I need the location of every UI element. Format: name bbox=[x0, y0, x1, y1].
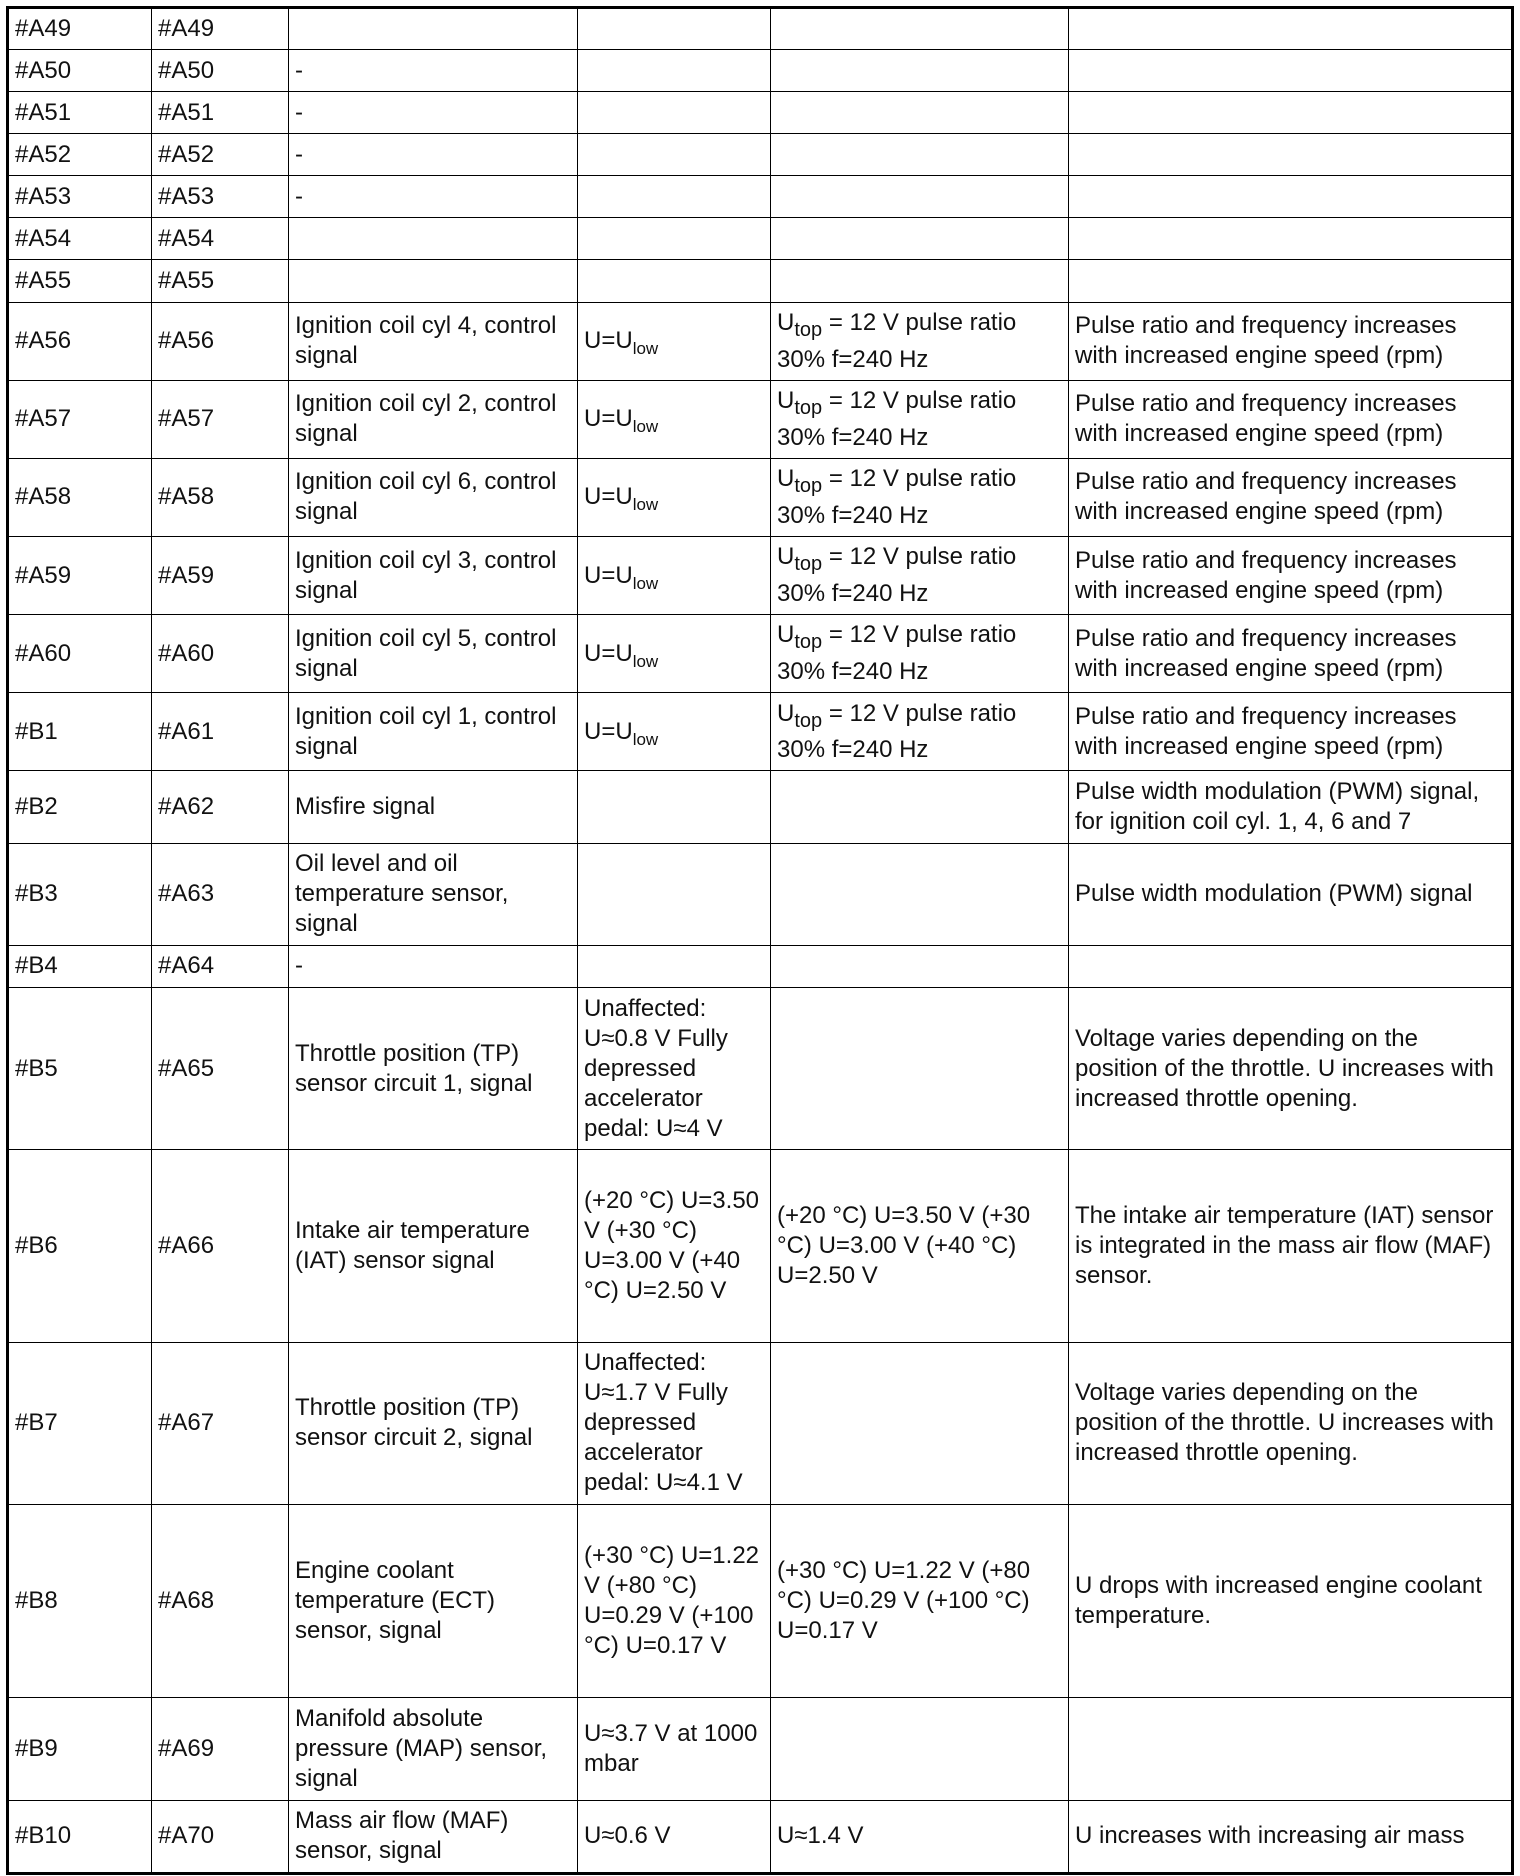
notes-cell bbox=[1069, 1698, 1513, 1800]
description-cell: - bbox=[289, 134, 578, 176]
pin-cell: #B1 bbox=[8, 693, 152, 771]
notes-cell: Pulse ratio and frequency increases with increased engine speed (rpm) bbox=[1069, 458, 1513, 536]
notes-cell: Pulse ratio and frequency increases with increased engine speed (rpm) bbox=[1069, 302, 1513, 380]
table-row bbox=[8, 1800, 1513, 1873]
description-cell: Misfire signal bbox=[289, 771, 578, 843]
pin-cell: #A53 bbox=[8, 176, 152, 218]
value-b-cell: (+20 °C) U=3.50 V (+30 °C) U=3.00 V (+40 °C) U=2.50 V bbox=[771, 1150, 1069, 1342]
table-row bbox=[8, 1342, 1513, 1504]
table-row bbox=[8, 1150, 1513, 1342]
pin-cell: #A60 bbox=[8, 615, 152, 693]
pin-cell: #B2 bbox=[8, 771, 152, 843]
value-b-cell bbox=[771, 50, 1069, 92]
table-row bbox=[8, 8, 1513, 50]
value-a-cell bbox=[578, 134, 771, 176]
pin-cell: #B7 bbox=[8, 1342, 152, 1504]
value-a-cell bbox=[578, 260, 771, 302]
pin-cell: #A57 bbox=[152, 380, 289, 458]
pin-cell: #A52 bbox=[8, 134, 152, 176]
value-b-cell: $U_{top} = 12$ V pulse ratio 30% f=240 Hz bbox=[771, 458, 1069, 536]
table-row bbox=[8, 176, 1513, 218]
description-cell: Ignition coil cyl 6, control signal bbox=[289, 458, 578, 536]
notes-cell bbox=[1069, 50, 1513, 92]
pin-cell: #A62 bbox=[152, 771, 289, 843]
pin-cell: #A50 bbox=[8, 50, 152, 92]
value-b-cell bbox=[771, 945, 1069, 987]
table-row bbox=[8, 260, 1513, 302]
pin-cell: #A49 bbox=[152, 8, 289, 50]
table-row bbox=[8, 537, 1513, 615]
value-a-cell bbox=[578, 8, 771, 50]
pin-cell: #A58 bbox=[152, 458, 289, 536]
notes-cell: Pulse ratio and frequency increases with increased engine speed (rpm) bbox=[1069, 615, 1513, 693]
notes-cell: U drops with increased engine coolant temperature. bbox=[1069, 1505, 1513, 1698]
description-cell: Ignition coil cyl 5, control signal bbox=[289, 615, 578, 693]
pin-cell: #A65 bbox=[152, 987, 289, 1149]
value-b-cell bbox=[771, 8, 1069, 50]
notes-cell: Voltage varies depending on the position of the throttle. U increases with increased throttle opening. bbox=[1069, 987, 1513, 1149]
description-cell: Throttle position (TP) sensor circuit 1, signal bbox=[289, 987, 578, 1149]
pin-cell: #A55 bbox=[8, 260, 152, 302]
table-row bbox=[8, 1698, 1513, 1800]
value-b-cell bbox=[771, 176, 1069, 218]
value-b-cell bbox=[771, 260, 1069, 302]
notes-cell bbox=[1069, 945, 1513, 987]
pin-cell: #A67 bbox=[152, 1342, 289, 1504]
description-cell: - bbox=[289, 92, 578, 134]
pin-table bbox=[6, 6, 1514, 1875]
value-a-cell: Unaffected: U≈1.7 V Fully depressed accelerator pedal: U≈4.1 V bbox=[578, 1342, 771, 1504]
pin-cell: #A49 bbox=[8, 8, 152, 50]
value-a-cell bbox=[578, 945, 771, 987]
pin-cell: #A57 bbox=[8, 380, 152, 458]
pin-cell: #B9 bbox=[8, 1698, 152, 1800]
value-a-cell bbox=[578, 92, 771, 134]
value-b-cell bbox=[771, 1698, 1069, 1800]
table-row bbox=[8, 92, 1513, 134]
notes-cell bbox=[1069, 260, 1513, 302]
table-row bbox=[8, 771, 1513, 843]
value-a-cell bbox=[578, 843, 771, 945]
value-a-cell: U≈0.6 V bbox=[578, 1800, 771, 1873]
value-b-cell bbox=[771, 92, 1069, 134]
notes-cell bbox=[1069, 8, 1513, 50]
notes-cell bbox=[1069, 218, 1513, 260]
table-row bbox=[8, 1505, 1513, 1698]
pin-cell: #B4 bbox=[8, 945, 152, 987]
value-a-cell: $U=U_{low}$ bbox=[578, 615, 771, 693]
table-row bbox=[8, 218, 1513, 260]
value-b-cell: $U_{top} = 12$ V pulse ratio 30% f=240 Hz bbox=[771, 380, 1069, 458]
description-cell: - bbox=[289, 176, 578, 218]
value-a-cell: (+20 °C) U=3.50 V (+30 °C) U=3.00 V (+40 °C) U=2.50 V bbox=[578, 1150, 771, 1342]
notes-cell: U increases with increasing air mass bbox=[1069, 1800, 1513, 1873]
pin-cell: #A52 bbox=[152, 134, 289, 176]
value-a-cell bbox=[578, 218, 771, 260]
value-b-cell bbox=[771, 771, 1069, 843]
pin-cell: #A59 bbox=[8, 537, 152, 615]
pin-cell: #A61 bbox=[152, 693, 289, 771]
value-a-cell: $U=U_{low}$ bbox=[578, 380, 771, 458]
value-b-cell: $U_{top} = 12$ V pulse ratio 30% f=240 Hz bbox=[771, 302, 1069, 380]
description-cell: Intake air temperature (IAT) sensor signal bbox=[289, 1150, 578, 1342]
description-cell: Ignition coil cyl 3, control signal bbox=[289, 537, 578, 615]
description-cell: Ignition coil cyl 2, control signal bbox=[289, 380, 578, 458]
table-row bbox=[8, 693, 1513, 771]
description-cell: Manifold absolute pressure (MAP) sensor, signal bbox=[289, 1698, 578, 1800]
description-cell: - bbox=[289, 50, 578, 92]
pin-cell: #B5 bbox=[8, 987, 152, 1149]
value-b-cell bbox=[771, 218, 1069, 260]
notes-cell: Voltage varies depending on the position of the throttle. U increases with increased throttle opening. bbox=[1069, 1342, 1513, 1504]
notes-cell: The intake air temperature (IAT) sensor is integrated in the mass air flow (MAF) sensor. bbox=[1069, 1150, 1513, 1342]
pin-cell: #A51 bbox=[8, 92, 152, 134]
pin-cell: #A50 bbox=[152, 50, 289, 92]
value-b-cell bbox=[771, 987, 1069, 1149]
description-cell: Mass air flow (MAF) sensor, signal bbox=[289, 1800, 578, 1873]
table-row bbox=[8, 380, 1513, 458]
value-a-cell: Unaffected: U≈0.8 V Fully depressed accelerator pedal: U≈4 V bbox=[578, 987, 771, 1149]
value-b-cell: $U_{top} = 12$ V pulse ratio 30% f=240 Hz bbox=[771, 615, 1069, 693]
pin-cell: #A64 bbox=[152, 945, 289, 987]
value-b-cell bbox=[771, 1342, 1069, 1504]
value-b-cell: $U_{top} = 12$ V pulse ratio 30% f=240 Hz bbox=[771, 537, 1069, 615]
pin-cell: #B10 bbox=[8, 1800, 152, 1873]
pin-cell: #A60 bbox=[152, 615, 289, 693]
pin-cell: #A56 bbox=[8, 302, 152, 380]
pin-cell: #A54 bbox=[8, 218, 152, 260]
pin-cell: #A55 bbox=[152, 260, 289, 302]
pin-cell: #B3 bbox=[8, 843, 152, 945]
pin-cell: #B6 bbox=[8, 1150, 152, 1342]
value-a-cell: (+30 °C) U=1.22 V (+80 °C) U=0.29 V (+100 °C) U=0.17 V bbox=[578, 1505, 771, 1698]
table-row bbox=[8, 843, 1513, 945]
notes-cell: Pulse ratio and frequency increases with increased engine speed (rpm) bbox=[1069, 537, 1513, 615]
pin-cell: #A54 bbox=[152, 218, 289, 260]
pin-cell: #A53 bbox=[152, 176, 289, 218]
notes-cell: Pulse width modulation (PWM) signal, for ignition coil cyl. 1, 4, 6 and 7 bbox=[1069, 771, 1513, 843]
description-cell: Ignition coil cyl 4, control signal bbox=[289, 302, 578, 380]
table-row bbox=[8, 458, 1513, 536]
notes-cell: Pulse width modulation (PWM) signal bbox=[1069, 843, 1513, 945]
notes-cell: Pulse ratio and frequency increases with increased engine speed (rpm) bbox=[1069, 693, 1513, 771]
table-row bbox=[8, 615, 1513, 693]
value-b-cell bbox=[771, 843, 1069, 945]
description-cell bbox=[289, 260, 578, 302]
table-row bbox=[8, 987, 1513, 1149]
description-cell: Engine coolant temperature (ECT) sensor, signal bbox=[289, 1505, 578, 1698]
value-a-cell bbox=[578, 176, 771, 218]
pin-cell: #A68 bbox=[152, 1505, 289, 1698]
description-cell: Oil level and oil temperature sensor, signal bbox=[289, 843, 578, 945]
notes-cell bbox=[1069, 176, 1513, 218]
value-a-cell: $U=U_{low}$ bbox=[578, 302, 771, 380]
pin-cell: #A66 bbox=[152, 1150, 289, 1342]
table-row bbox=[8, 50, 1513, 92]
pin-cell: #A59 bbox=[152, 537, 289, 615]
pin-cell: #A56 bbox=[152, 302, 289, 380]
description-cell: Throttle position (TP) sensor circuit 2, signal bbox=[289, 1342, 578, 1504]
value-a-cell bbox=[578, 50, 771, 92]
value-a-cell: $U=U_{low}$ bbox=[578, 458, 771, 536]
value-b-cell bbox=[771, 134, 1069, 176]
pin-cell: #A58 bbox=[8, 458, 152, 536]
value-b-cell: (+30 °C) U=1.22 V (+80 °C) U=0.29 V (+100 °C) U=0.17 V bbox=[771, 1505, 1069, 1698]
pin-cell: #B8 bbox=[8, 1505, 152, 1698]
description-cell bbox=[289, 218, 578, 260]
value-b-cell: $U_{top} = 12$ V pulse ratio 30% f=240 Hz bbox=[771, 693, 1069, 771]
notes-cell: Pulse ratio and frequency increases with increased engine speed (rpm) bbox=[1069, 380, 1513, 458]
description-cell: Ignition coil cyl 1, control signal bbox=[289, 693, 578, 771]
value-a-cell bbox=[578, 771, 771, 843]
notes-cell bbox=[1069, 134, 1513, 176]
value-a-cell: $U=U_{low}$ bbox=[578, 693, 771, 771]
value-a-cell: $U=U_{low}$ bbox=[578, 537, 771, 615]
value-b-cell: U≈1.4 V bbox=[771, 1800, 1069, 1873]
table-row bbox=[8, 134, 1513, 176]
description-cell: - bbox=[289, 945, 578, 987]
description-cell bbox=[289, 8, 578, 50]
table-row bbox=[8, 945, 1513, 987]
pin-cell: #A51 bbox=[152, 92, 289, 134]
pin-cell: #A70 bbox=[152, 1800, 289, 1873]
pin-cell: #A63 bbox=[152, 843, 289, 945]
notes-cell bbox=[1069, 92, 1513, 134]
pin-cell: #A69 bbox=[152, 1698, 289, 1800]
value-a-cell: U≈3.7 V at 1000 mbar bbox=[578, 1698, 771, 1800]
table-row bbox=[8, 302, 1513, 380]
